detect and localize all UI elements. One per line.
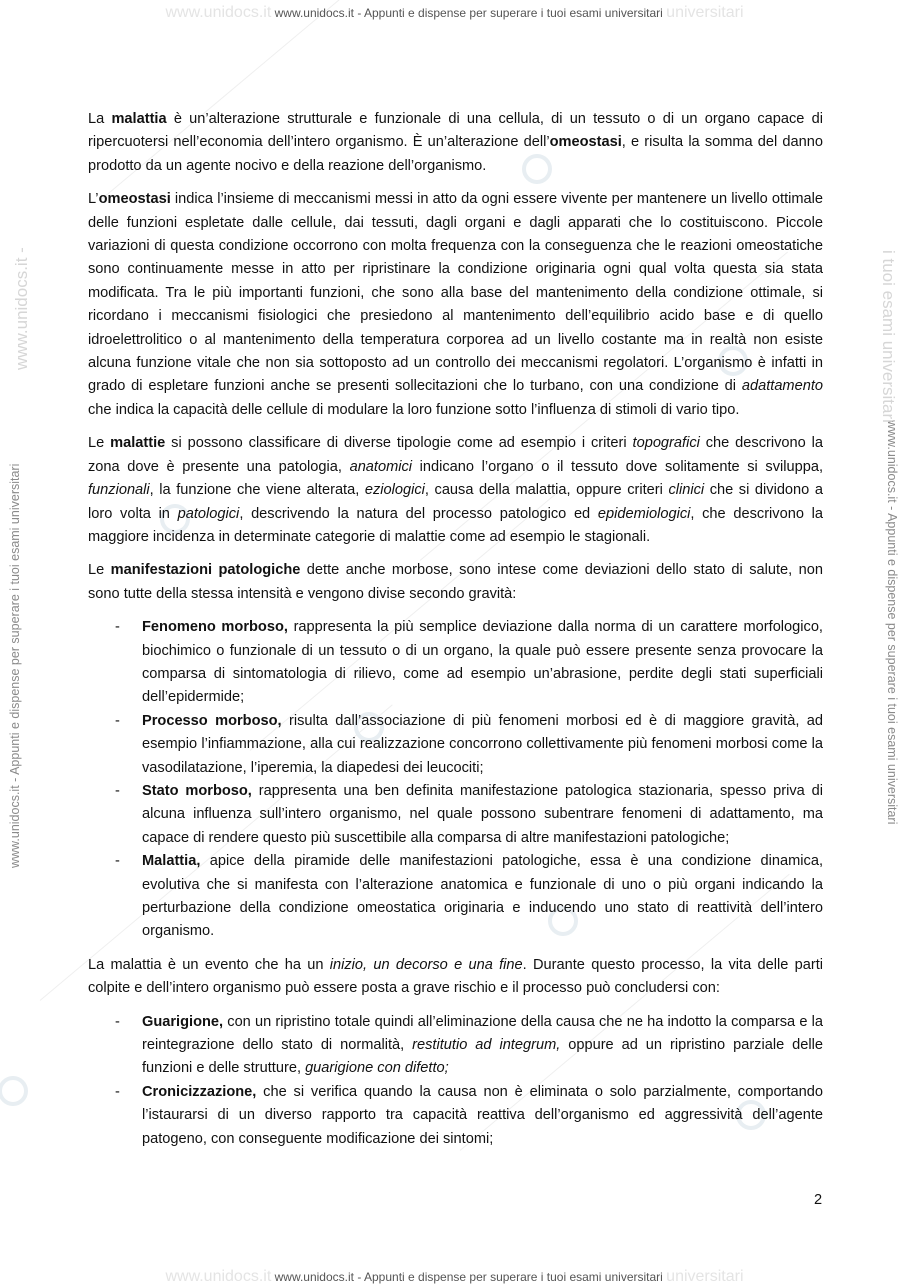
italic-term: clinici: [668, 482, 705, 499]
italic-term: restitutio ad integrum,: [412, 1037, 561, 1054]
paragraph-manifestazioni: Le manifestazioni patologiche dette anche morbose, sono intese come deviazioni dello stato di salute, non sono tutte della stessa intensità e vengono divise secondo gravità:: [88, 562, 823, 602]
list-dash: -: [115, 619, 120, 636]
italic-term: topografici: [632, 435, 700, 452]
page-number: 2: [814, 1192, 823, 1208]
italic-term: funzionali: [88, 482, 150, 499]
bold-term: omeostasi: [549, 134, 622, 151]
list-item: - Cronicizzazione, che si verifica quando la causa non è eliminata o solo parzialmente, comportando l’istaurarsi di un diverso rapporto tra capacità reattiva dell’organismo ed aggressività dell’agente patogeno, con conseguente modificazione dei sintomi;: [88, 1081, 823, 1151]
paragraph-malattia-definition: La malattia è un’alterazione strutturale e funzionale di una cellula, di un tessuto o di un organo capace di ripercuotersi nell’economia dell’intero organismo. È un’alterazione dell’omeostasi, e risulta la somma del danno prodotto da un agente nocivo e della reazione dell’organismo.: [88, 111, 823, 174]
watermark-right-ghost: i tuoi esami universitari: [879, 250, 898, 423]
list-dash: -: [115, 853, 120, 870]
watermark-footer-text: www.unidocs.it - Appunti e dispense per superare i tuoi esami universitari: [274, 1270, 663, 1284]
list-dash: -: [115, 1013, 120, 1030]
italic-term: adattamento: [741, 378, 823, 395]
italic-term: inizio, un decorso e una fine: [329, 956, 523, 973]
watermark-header-text: www.unidocs.it - Appunti e dispense per superare i tuoi esami universitari: [274, 6, 663, 20]
bold-term: manifestazioni patologiche: [110, 562, 301, 579]
list-esiti: [88, 1011, 823, 1151]
list-item: - Guarigione, con un ripristino totale quindi all’eliminazione della causa che ne ha indotto la comparsa e la reintegrazione dello stato di normalità, restitutio ad integrum, oppure ad un ripristino parziale delle funzioni e delle strutture, guarigione con difetto;: [88, 1011, 823, 1081]
list-item-term: Cronicizzazione,: [142, 1083, 257, 1100]
paragraph-classificazione: Le malattie si possono classificare di diverse tipologie come ad esempio i criteri topografici che descrivono la zona dove è presente una patologia, anatomici indicano l’organo o il tessuto dove solitamente si sviluppa, funzionali, la funzione che viene alterata, eziologici, causa della malattia, oppure criteri clinici che si dividono a loro volta in patologici, descrivendo la natura del processo patologico ed epidemiologici, che descrivono la maggiore incidenza in determinate categorie di malattie come ad esempio le stagionali.: [88, 435, 824, 545]
italic-term: anatomici: [349, 458, 413, 475]
unidocs-logo-watermark: [0, 1076, 28, 1106]
list-manifestazioni: [88, 616, 823, 944]
watermark-header: www.unidocs.it www.unidocs.it - Appunti e dispense per superare i tuoi esami universitari universitari: [165, 4, 744, 21]
paragraph-omeostasi: L’omeostasi indica l’insieme di meccanismi messi in atto da ogni essere vivente per mantenere un livello ottimale delle funzioni espletate dalle cellule, dai tessuti, dagli organi e dagli apparati che lo costituiscono. Piccole variazioni di questa condizione occorrono con molta frequenza con la conseguenza che le reazioni omeostatiche sono continuamente messe in atto per ripristinare la condizione originaria ogni qual volta questa sia stata modificata. Tra le più importanti funzioni, che sono alla base del mantenimento della condizione ottimale, si ricordano i meccanismi fisiologici che presiedono al mantenimento dell’equilibrio acido base e di quello idroelettrolitico o al mantenimento della temperatura corporea ad un livello costante ma in realtà non esiste alcuna funzione vitale che non sia sottoposto ad un controllo dei meccanismi regolatori. L’organismo è infatti in grado di espletare funzioni anche se presenti sollecitazioni che lo turbano, con una condizione di adattamento che indica la capacità delle cellule di modulare la loro funzione sotto l’influenza di stimoli di vario tipo.: [88, 191, 823, 418]
list-item-term: Malattia,: [142, 853, 201, 870]
bold-term: omeostasi: [98, 191, 171, 208]
italic-term: epidemiologici: [597, 505, 691, 522]
list-dash: -: [115, 712, 120, 729]
watermark-right-side: www.unidocs.it - Appunti e dispense per superare i tuoi esami universitari: [885, 420, 899, 825]
list-item-term: Stato morboso,: [142, 782, 252, 799]
watermark-footer: www.unidocs.it www.unidocs.it - Appunti e dispense per superare i tuoi esami universitari universitari: [165, 1268, 744, 1285]
italic-term: eziologici: [364, 482, 425, 499]
watermark-left-side: www.unidocs.it - Appunti e dispense per superare i tuoi esami universitari: [8, 463, 22, 868]
bold-term: malattie: [110, 435, 166, 452]
list-dash: -: [115, 1083, 120, 1100]
list-item: - Malattia, apice della piramide delle manifestazioni patologiche, essa è una condizione dinamica, evolutiva che si manifesta con l’alterazione anatomica e funzionale di uno o più organi indicando la perturbazione della condizione omeostatica originaria e inducendo uno stato di reattività dell’intero organismo.: [88, 850, 823, 944]
italic-term: guarigione con difetto;: [305, 1060, 449, 1077]
bold-term: malattia: [111, 111, 167, 127]
paragraph-decorso: La malattia è un evento che ha un inizio, un decorso e una fine. Durante questo processo, la vita delle parti colpite e dell’intero organismo può essere posta a grave rischio e il processo può concludersi con:: [88, 956, 823, 997]
list-item: - Processo morboso, risulta dall’associazione di più fenomeni morbosi ed è di maggiore gravità, ad esempio l’infiammazione, alla cui realizzazione concorrono collettivamente più fenomeni morbosi come la vasodilatazione, l’iperemia, la diapedesi dei leucociti;: [88, 710, 823, 780]
watermark-left-ghost: www.unidocs.it -: [12, 247, 31, 370]
list-item: - Fenomeno morboso, rappresenta la più semplice deviazione dalla norma di un carattere morfologico, biochimico o funzionale di un tessuto o di un organo, la quale può essere presente senza provocare la comparsa di sintomatologia di rilievo, come ad esempio un’abrasione, perdite degli stati superficiali dell’epidermide;: [88, 616, 823, 710]
list-item-term: Guarigione,: [142, 1013, 224, 1030]
document-body: [88, 108, 823, 1161]
list-item-term: Fenomeno morboso,: [142, 619, 288, 636]
list-item-term: Processo morboso,: [142, 712, 282, 729]
list-item: - Stato morboso, rappresenta una ben definita manifestazione patologica stazionaria, spesso priva di alcuna influenza sull’intero organismo, nel quale possono subentrare fenomeni di adattamento, ma capace di rendere questo più suscettibile alla comparsa di altre manifestazioni patologiche;: [88, 780, 823, 850]
list-dash: -: [115, 782, 120, 799]
italic-term: patologici: [177, 505, 240, 522]
